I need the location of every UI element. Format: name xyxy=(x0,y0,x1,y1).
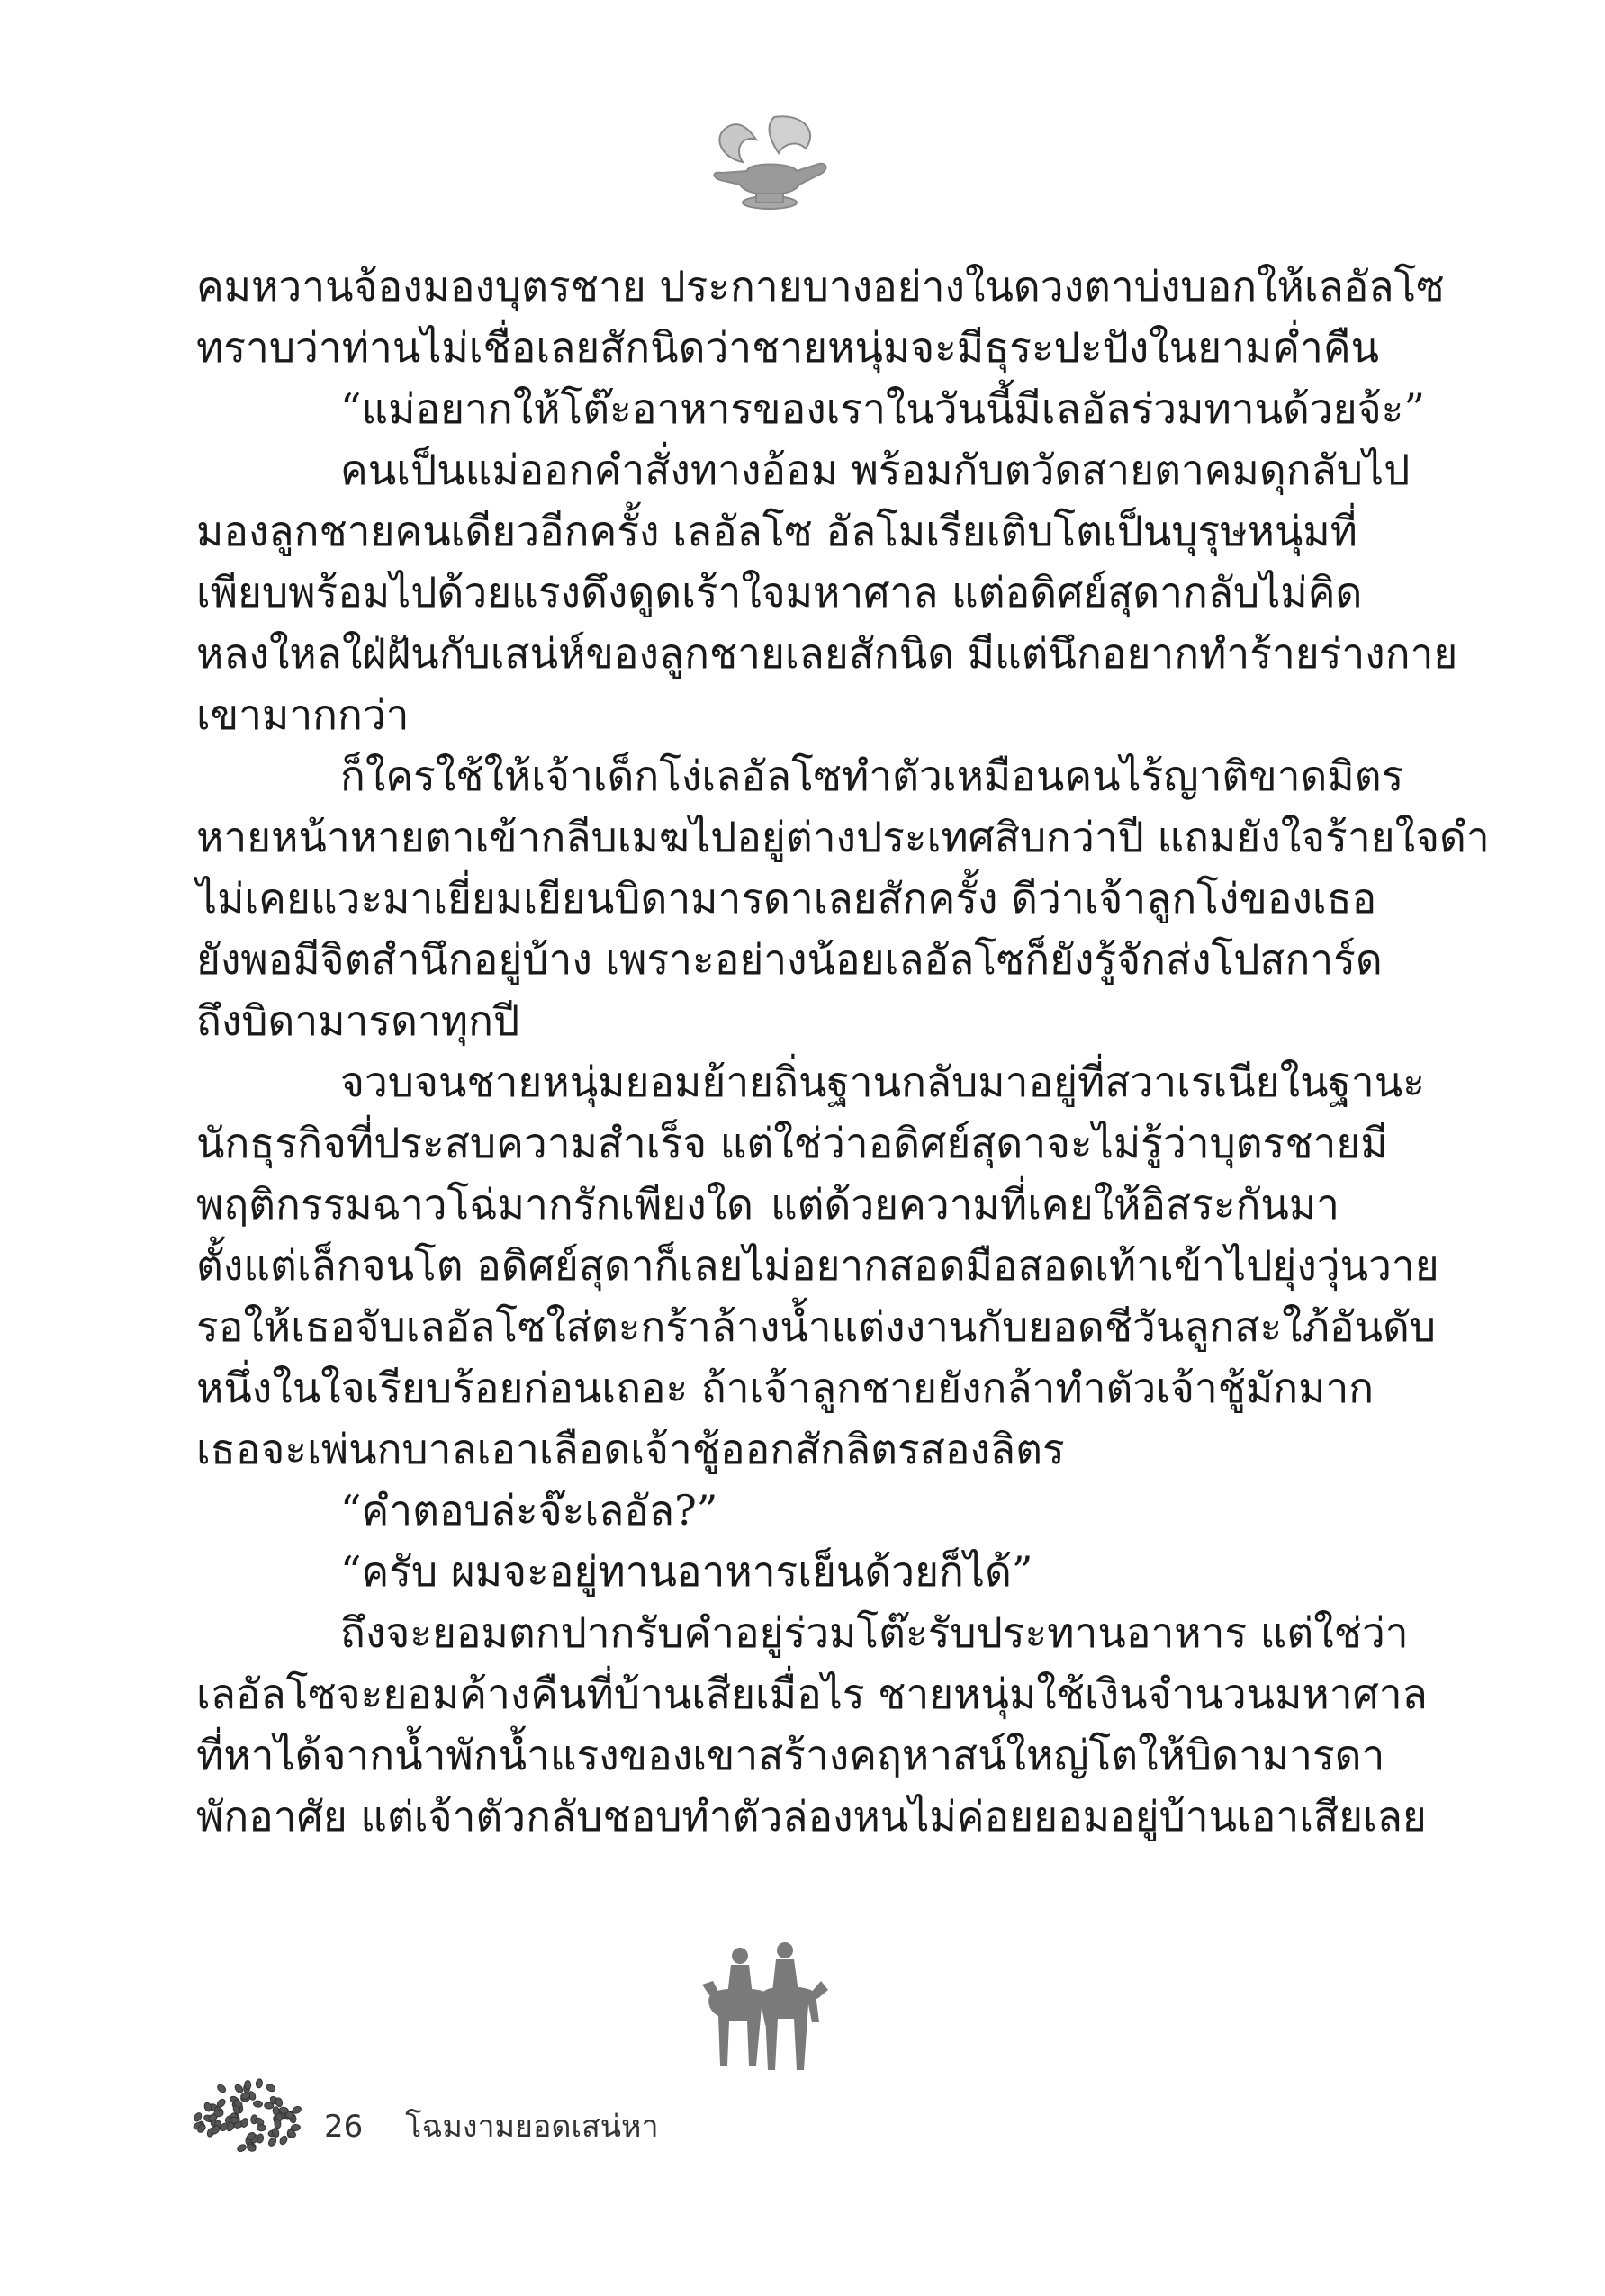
text-line: “แม่อยากให้โต๊ะอาหารของเราในวันนี้มีเลอัลร่วมทานด้วยจ้ะ” xyxy=(340,384,1425,433)
coffee-bean xyxy=(203,2102,212,2112)
text-line: หายหน้าหายตาเข้ากลีบเมฆไปอยู่ต่างประเทศสิบกว่าปี แถมยังใจร้ายใจดำ xyxy=(196,813,1490,861)
coffee-bean xyxy=(216,2084,227,2094)
text-line: เขามากกว่า xyxy=(196,690,410,739)
coffee-bean xyxy=(267,2137,277,2147)
text-line: ทราบว่าท่านไม่เชื่อเลยสักนิดว่าชายหนุ่มจะมีธุระปะปังในยามค่ำคืน xyxy=(196,323,1380,372)
text-line: พฤติกรรมฉาวโฉ่มากรักเพียงใด แต่ด้วยความที่เคยให้อิสระกันมา xyxy=(196,1180,1339,1229)
page-footer xyxy=(324,2102,691,2150)
coffee-bean xyxy=(253,2101,263,2108)
text-line: “คำตอบล่ะจ๊ะเลอัล?” xyxy=(340,1486,718,1535)
text-line: คนเป็นแม่ออกคำสั่งทางอ้อม พร้อมกับตวัดสายตาคมดุกลับไป xyxy=(340,446,1411,494)
text-line: ยังพอมีจิตสำนึกอยู่บ้าง เพราะอย่างน้อยเลอัลโซก็ยังรู้จักส่งโปสการ์ด xyxy=(196,935,1383,984)
text-line: ที่หาได้จากน้ำพักน้ำแรงของเขาสร้างคฤหาสน์ใหญ่โตให้บิดามารดา xyxy=(196,1731,1385,1779)
text-line: ถึงบิดามารดาทุกปี xyxy=(196,996,520,1045)
coffee-bean xyxy=(193,2111,203,2122)
coffee-bean xyxy=(233,2084,244,2094)
text-line: ไม่เคยแวะมาเยี่ยมเยียนบิดามารดาเลยสักครั้ง ดีว่าเจ้าลูกโง่ของเธอ xyxy=(196,874,1377,923)
text-line: เลอัลโซจะยอมค้างคืนที่บ้านเสียเมื่อไร ชายหนุ่มใช้เงินจำนวนมหาศาล xyxy=(196,1670,1428,1718)
coffee-bean xyxy=(266,2084,276,2093)
coffee-bean xyxy=(264,2102,273,2110)
text-line: ก็ใครใช้ให้เจ้าเด็กโง่เลอัลโซทำตัวเหมือนคนไร้ญาติขาดมิตร xyxy=(340,752,1404,800)
coffee-bean xyxy=(279,2135,289,2146)
coffee-bean xyxy=(236,2143,247,2153)
horse-riders-icon xyxy=(684,1940,837,2075)
coffee-bean xyxy=(257,2125,266,2131)
text-line: เพียบพร้อมไปด้วยแรงดึงดูดเร้าใจมหาศาล แต่อดิศย์สุดากลับไม่คิด xyxy=(196,568,1363,617)
magic-lamp-icon xyxy=(693,108,846,234)
text-line: ตั้งแต่เล็กจนโต อดิศย์สุดาก็เลยไม่อยากสอดมือสอดเท้าเข้าไปยุ่งวุ่นวาย xyxy=(196,1241,1439,1290)
coffee-beans-icon xyxy=(185,2070,311,2169)
book-title: โฉมงามยอดเสน่หา xyxy=(405,2109,659,2145)
body-text xyxy=(196,256,1490,1847)
coffee-bean xyxy=(256,2078,263,2088)
page-number: 26 xyxy=(324,2109,364,2145)
text-line: มองลูกชายคนเดียวอีกครั้ง เลอัลโซ อัลโมเรียเติบโตเป็นบุรุษหนุ่มที่ xyxy=(196,507,1357,555)
text-line: หลงใหลใฝ่ฝันกับเสน่ห์ของลูกชายเลยสักนิด มีแต่นึกอยากทำร้ายร่างกาย xyxy=(196,629,1458,678)
text-line: จวบจนชายหนุ่มยอมย้ายถิ่นฐานกลับมาอยู่ที่สวาเรเนียในฐานะ xyxy=(340,1058,1425,1106)
text-line: พักอาศัย แต่เจ้าตัวกลับชอบทำตัวล่องหนไม่ค่อยยอมอยู่บ้านเอาเสียเลย xyxy=(196,1792,1427,1841)
coffee-bean xyxy=(214,2110,223,2117)
text-line: เธอจะเพ่นกบาลเอาเลือดเจ้าชู้ออกสักลิตรสองลิตร xyxy=(196,1425,1065,1473)
text-line: หนึ่งในใจเรียบร้อยก่อนเถอะ ถ้าเจ้าลูกชายยังกล้าทำตัวเจ้าชู้มักมาก xyxy=(196,1364,1375,1412)
text-line: ถึงจะยอมตกปากรับคำอยู่ร่วมโต๊ะรับประทานอาหาร แต่ใช่ว่า xyxy=(340,1608,1409,1657)
text-line: “ครับ ผมจะอยู่ทานอาหารเย็นด้วยก็ได้” xyxy=(340,1547,1033,1596)
text-line: รอให้เธอจับเลอัลโซใส่ตะกร้าล้างน้ำแต่งงานกับยอดชีวันลูกสะใภ้อันดับ xyxy=(196,1302,1437,1351)
coffee-bean xyxy=(245,2081,251,2090)
text-line: นักธุรกิจที่ประสบความสำเร็จ แต่ใช่ว่าอดิศย์สุดาจะไม่รู้ว่าบุตรชายมี xyxy=(196,1119,1388,1167)
text-line: คมหวานจ้องมองบุตรชาย ประกายบางอย่างในดวงตาบ่งบอกให้เลอัลโซ xyxy=(196,262,1445,311)
